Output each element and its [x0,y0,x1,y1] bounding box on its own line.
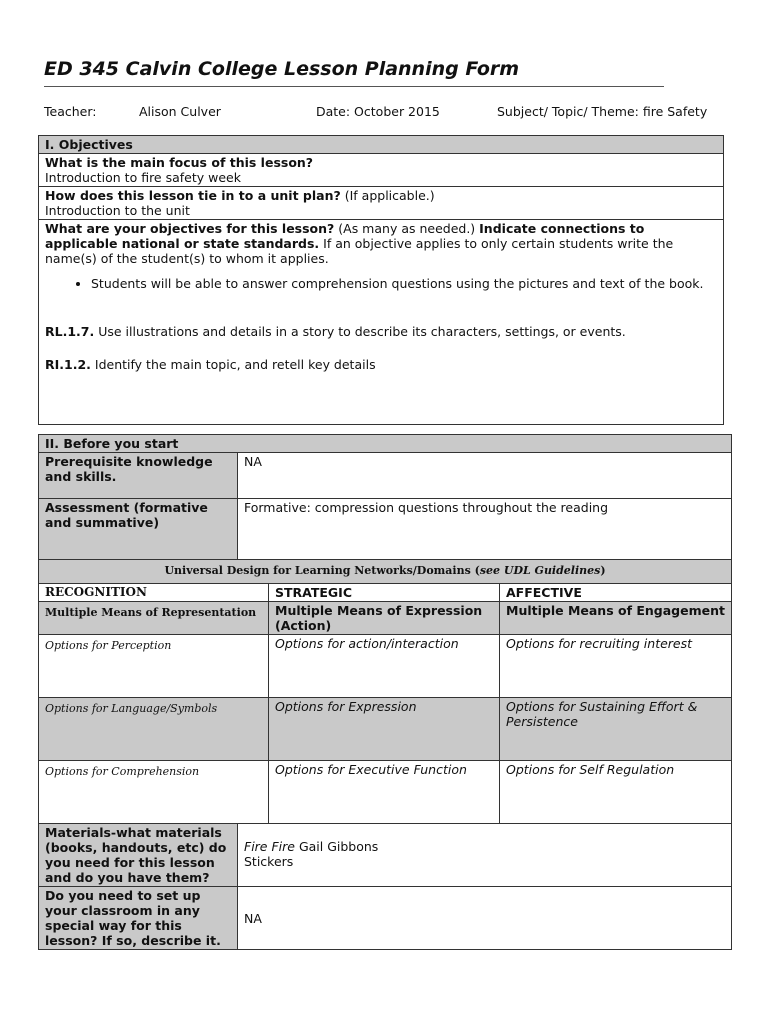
interest-options: Options for recruiting interest [500,635,732,698]
affective-heading: AFFECTIVE [500,584,732,602]
self-regulation-options: Options for Self Regulation [500,761,732,824]
standard-ri [45,357,717,372]
objectives-table [38,135,724,425]
focus-question: What is the main focus of this lesson? [45,155,314,170]
objectives-list [45,276,717,291]
standard-rl [45,324,717,339]
unit-plan-question-note: (If applicable.) [340,188,435,203]
teacher-name: Alison Culver [139,104,221,119]
objectives-question-note: (As many as needed.) [334,221,480,236]
objectives-heading: I. Objectives [39,136,724,154]
focus-answer: Introduction to fire safety week [45,170,241,185]
before-start-table [38,434,732,950]
objectives-row [39,220,724,425]
unit-plan-row [39,187,724,220]
recognition-heading: RECOGNITION [39,584,269,602]
expression-heading: Multiple Means of Expression (Action) [269,602,500,635]
objectives-question-text: What are your objectives for this lesson? [45,221,335,236]
form-title: ED 345 Calvin College Lesson Planning Form [44,58,664,87]
persistence-options: Options for Sustaining Effort & Persistence [500,698,732,761]
executive-function-options: Options for Executive Function [269,761,500,824]
materials-label: Materials-what materials (books, handouts, etc) do you need for this lesson and do you have them? [39,824,238,887]
setup-label: Do you need to set up your classroom in any special way for this lesson? If so, describe it. [39,887,238,950]
udl-guidelines-link[interactable]: see UDL Guidelines [479,564,601,577]
lesson-date: Date: October 2015 [316,104,440,119]
standard-rl-text: Use illustrations and details in a story to describe its characters, settings, or events. [94,324,626,339]
unit-plan-question [45,188,717,203]
objectives-question [45,221,717,266]
assessment-label: Assessment (formative and summative) [39,499,238,560]
materials-book-author: Gail Gibbons [294,839,379,854]
udl-title: Universal Design for Learning Networks/Domains ( [164,564,480,577]
prerequisite-label: Prerequisite knowledge and skills. [39,453,238,499]
materials-stickers: Stickers [244,854,294,869]
assessment-value: Formative: compression questions throughout the reading [238,499,732,560]
objectives-instruction: If an objective applies to only certain students write the name(s) of the student(s) to whom it applies. [45,236,674,266]
prerequisite-value: NA [238,453,732,499]
representation-heading: Multiple Means of Representation [39,602,269,635]
unit-plan-question-text: How does this lesson tie in to a unit plan? [45,188,341,203]
standard-rl-code: RL.1.7. [45,324,95,339]
standards-instruction: Indicate connections to applicable national or state standards. [45,221,645,251]
strategic-heading: STRATEGIC [269,584,500,602]
focus-row [39,154,724,187]
udl-title-close: ) [600,564,606,577]
setup-value: NA [238,887,732,950]
comprehension-options: Options for Comprehension [39,761,269,824]
teacher-label: Teacher: [44,104,97,119]
unit-plan-answer: Introduction to the unit [45,203,190,218]
engagement-heading: Multiple Means of Engagement [500,602,732,635]
lesson-subject: Subject/ Topic/ Theme: fire Safety [497,104,708,119]
perception-options: Options for Perception [39,635,269,698]
action-options: Options for action/interaction [269,635,500,698]
language-options: Options for Language/Symbols [39,698,269,761]
objective-item: • Students will be able to answer comprehension questions using the pictures and text of the book. [91,276,717,291]
materials-value [238,824,732,887]
standard-ri-text: Identify the main topic, and retell key details [90,357,376,372]
expression-options: Options for Expression [269,698,500,761]
materials-book [244,839,725,854]
udl-title-row [39,560,732,584]
before-start-heading: II. Before you start [39,435,732,453]
materials-book-title: Fire Fire [244,839,295,854]
standard-ri-code: RI.1.2. [45,357,91,372]
